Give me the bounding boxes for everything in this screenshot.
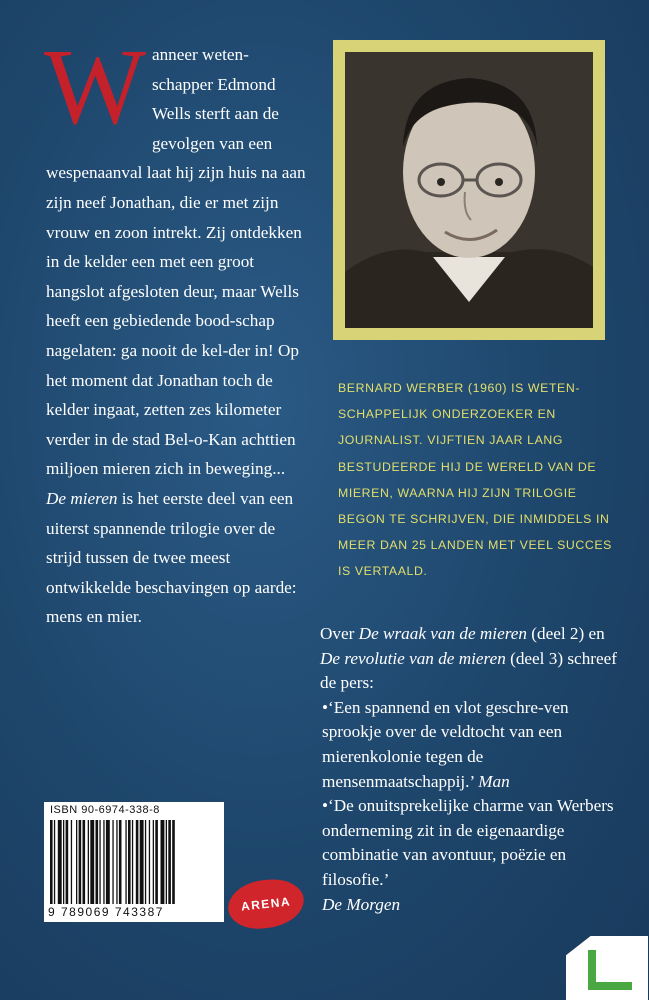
barcode-bar [161,820,165,904]
barcode-bar [132,820,133,904]
press-quote-2: •‘De onuitsprekelijke charme van Werbers onderneming zit in de eigenaardige combinatie van avontuur, poëzie en filosofie.’ De Morgen [322,796,614,914]
isbn-barcode-box [44,802,224,922]
sequel-title-2: De wraak van de mieren [358,624,527,643]
barcode-bar [83,820,86,904]
barcode-bar [71,820,72,904]
press-quote-1: •‘Een spannend en vlot geschre-ven sprookje over de veldtocht van een mierenkolonie tegen de mensenmaatschappij.’ Man [322,697,569,791]
dropcap: W [44,28,146,147]
blurb [44,28,308,632]
barcode-bar [155,820,158,904]
barcode [50,820,218,904]
barcode-bar [172,820,175,904]
barcode-bar [50,820,53,904]
blurb-paragraph-2 [46,484,308,632]
barcode-bar [76,820,77,904]
barcode-bar [106,820,110,904]
blurb-paragraph-2-text: is het eerste deel van een uiterst spannende trilogie over de strijd tussen de twee meest ontwikkelde beschavingen op aarde: mens en mier. [46,488,297,627]
press-intro: Over De wraak van de mieren (deel 2) en De revolutie van de mieren (deel 3) schreef de pers: [320,624,617,693]
barcode-bar [166,820,167,904]
barcode-bar [128,820,131,904]
barcode-number: 9 789069 743387 [48,905,164,919]
book-title: De mieren [46,488,118,508]
barcode-bar [112,820,113,904]
barcode-bar [103,820,104,904]
barcode-bar [125,820,126,904]
barcode-bar [58,820,62,904]
isbn-label: ISBN 90-6974-338-8 [50,804,160,816]
barcode-bar [63,820,64,904]
barcode-bar [145,820,146,904]
barcode-bar [119,820,122,904]
barcode-bar [54,820,55,904]
barcode-bar [149,820,150,904]
barcode-bar [88,820,89,904]
barcode-bar [140,820,144,904]
publisher-logo: ARENA [226,876,307,932]
barcode-bar [90,820,94,904]
author-bio: BERNARD WERBER (1960) IS WETEN-SCHAPPELIJK ONDERZOEKER EN JOURNALIST. VIJFTIEN JAAR LANG BESTUDEERDE HIJ DE WERELD VAN DE MIEREN, WAARNA HIJ ZIJN TRILOGIE BEGON TE SCHRIJVEN, DIE INMIDDELS IN MEER DAN 25 LANDEN MET VEEL SUCCES IS VERTAALD. [338,381,612,579]
press-source-1: Man [478,771,510,791]
sequel-title-3: De revolutie van de mieren [320,648,506,668]
barcode-bar [153,820,154,904]
watermark-logo [588,950,632,990]
barcode-bar [116,820,117,904]
press-reviews [320,622,620,917]
author-photo-frame [333,40,605,340]
barcode-bar [99,820,100,904]
barcode-bar [168,820,171,904]
press-source-2: De Morgen [322,894,401,914]
barcode-bar [66,820,69,904]
barcode-bar [96,820,99,904]
blurb-paragraph-1: anneer weten-schapper Edmond Wells sterft aan de gevolgen van een wespenaanval laat hij zijn huis na aan zijn neef Jonathan, die er met zijn vrouw en zoon intrekt. Zij ontdekken in de kelder een met een groot hangslot afgesloten deur, maar Wells heeft een gebiedende bood-schap nagelaten: ga nooit de kel-der in! Op het moment dat Jonathan toch de kelder ingaat, zetten zes kilometer verder in de stad Bel-o-Kan achttien miljoen mieren zich in beweging... [46,45,306,479]
barcode-bar [136,820,139,904]
barcode-bar [79,820,82,904]
author-photo [345,52,593,328]
